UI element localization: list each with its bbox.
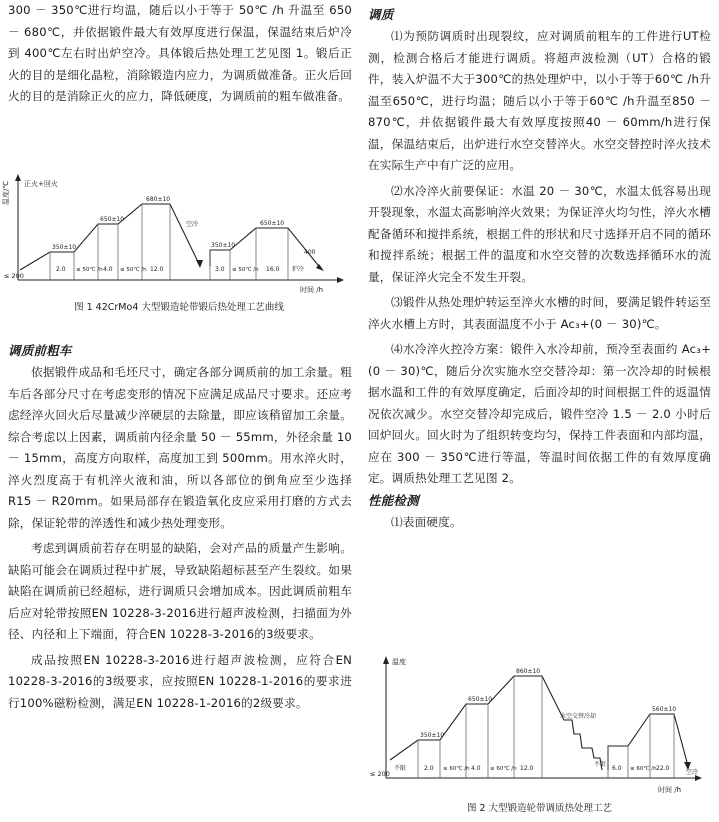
section-heading-quench: 调质 — [368, 7, 394, 22]
fig2-seg-8: ≤ 60℃ /h — [630, 766, 657, 772]
fig2-ylabel: 温度 — [392, 658, 406, 666]
paragraph-quench-1: ⑴为预防调质时出现裂纹，应对调质前粗车的工件进行UT检测，检测合格后才能进行调质。将超声波检测（UT）合格的锻件，装入炉温不大于300℃的热处理炉中，以小于等于60℃ /h升温至650℃，进行均温；随后以小于等于60℃ /h升温至850 － 870℃，并依据锻件最大有效厚度按照40 － 60mm/h进行保温，保温结束后，出炉进行水空交替淬火。水空交替控时淬火技术在实际生产中有广泛的应用。 — [368, 29, 711, 172]
fig2-seg-3: ≤ 60℃ /h — [443, 766, 470, 772]
paragraph-quench-2: ⑵水冷淬火前要保证：水温 20 － 30℃，水温太低容易出现开裂现象，水温太高影响淬火效果；为保证淬火均匀性，淬火水槽配备循环和搅拌系统，根据工件的形状和尺寸选择开启不同的循环和搅拌系统；根据工件的温度和水空交替的次数选择循环水的流量，保证淬火完全不发生开裂。 — [368, 183, 711, 284]
fig1-seg-2: ≤ 50℃ /h — [76, 267, 103, 273]
section-heading-performance: 性能检测 — [368, 492, 419, 508]
fig1-ylabel-top: 正火+回火 — [24, 180, 58, 188]
fig2-limit-note: 不限 — [594, 761, 607, 768]
fig1-origin: ≤ 200 — [4, 272, 24, 280]
fig2-water-note: 水空交替冷却 — [560, 713, 597, 720]
fig2-seg-7: 6.0 — [612, 765, 622, 772]
fig2-air-note: 空冷 — [686, 769, 699, 776]
figure-2 — [368, 650, 711, 816]
paragraph-rough-2: 考虑到调质前若存在明显的缺陷，会对产品的质量产生影响。缺陷可能会在调质过程中扩展，导致缺陷超标甚至产生裂纹。如果缺陷在调质前已经超标，进行调质只会增加成本。因此调质前粗车后应对轮带按照EN 10228-3-2016进行超声波检测，扫描面为外径、内径和上下端面，符合EN 10228-3-2016的3级要求。 — [8, 541, 352, 641]
fig1-temp-3: 680±10 — [146, 196, 171, 203]
fig1-temp-4: 350±10 — [211, 242, 236, 249]
fig2-temp-4: 560±10 — [652, 706, 677, 713]
fig2-xlabel: 时间 /h — [658, 786, 682, 794]
fig1-ylabel: 温度/℃ — [2, 180, 10, 205]
fig2-seg-9: 22.0 — [656, 765, 670, 772]
paragraph-hardness: ⑴表面硬度。 — [391, 514, 462, 529]
fig2-seg-1: 不限 — [394, 765, 407, 772]
fig1-temp-5: 650±10 — [260, 220, 285, 227]
left-column-lower — [8, 340, 352, 714]
fig1-temp-1: 350±10 — [52, 244, 77, 251]
fig2-seg-2: 2.0 — [424, 765, 434, 772]
fig1-seg-7: ≤ 50℃ /h — [232, 267, 259, 273]
figure-2-caption: 图 2 大型锻造轮带调质热处理工艺 — [466, 803, 613, 814]
fig1-seg-9: 炉冷 — [292, 266, 305, 273]
paragraph-rough-3: 成品按照EN 10228-3-2016进行超声波检测，应符合EN 10228-3-2016的3级要求，应按照EN 10228-1-2016的要求进行100%磁粉检测，满足EN 10228-1-2016的2级要求。 — [8, 652, 352, 710]
intro-paragraph: 300 － 350℃进行均温，随后以小于等于 50℃ /h 升温至 650 － 680℃，并依据锻件最大有效厚度进行保温，保温结束后炉冷到 400℃左右时出炉空冷。具体锻后热处理工艺见图 1。锻后正火的目的是细化晶粒，消除锻造内应力，为调质做准备。正火后回火的目的是消除正火的应力，降低硬度，为调质前的粗车做准备。 — [8, 3, 352, 103]
section-heading-rough-turning: 调质前粗车 — [8, 343, 72, 358]
fig1-xlabel: 时间 /h — [300, 286, 324, 294]
fig1-seg-8: 16.0 — [266, 266, 280, 273]
fig1-seg-5: 12.0 — [150, 266, 164, 273]
fig2-seg-5: ≤ 60℃ /h — [490, 766, 517, 772]
fig1-seg-3: 4.0 — [103, 266, 113, 273]
figure-1-caption: 图 1 42CrMo4 大型锻造轮带锻后热处理工艺曲线 — [74, 302, 284, 313]
figure-1 — [4, 170, 354, 315]
fig1-temp-2: 650±10 — [100, 216, 125, 223]
paragraph-quench-3: ⑶锻件从热处理炉转运至淬火水槽的时间，要满足锻件转运至淬火水槽上方时，其表面温度不小于 Ac₃+(0 － 30)℃。 — [368, 295, 711, 331]
fig1-seg-1: 2.0 — [56, 266, 66, 273]
fig2-seg-4: 4.0 — [471, 765, 481, 772]
figure-1-chart — [4, 170, 354, 295]
paragraph-rough-1: 依据锻件成品和毛坯尺寸，确定各部分调质前的加工余量。粗车后各部分尺寸在考虑变形的情况下应满足成品尺寸要求。还应考虑经淬火回火后尽量减少淬硬层的去除量，即应该稍留加工余量。综合考虑以上因素，调质前内径余量 50 － 55mm，外径余量 10 － 15mm，高度方向取样，高度加工到 500mm。用水淬火时，淬火烈度高于有机淬火液和油，所以各部位的倒角应至少选择 R15 － R20mm。如果局部存在锻造氧化皮应采用打磨的方式去除，保证轮带的淬透性和减少热处理变形。 — [8, 365, 352, 530]
fig2-temp-2: 650±10 — [468, 696, 493, 703]
fig1-temp-6: 400 — [304, 249, 316, 256]
fig2-seg-6: 12.0 — [520, 765, 534, 772]
fig2-origin: ≤ 200 — [370, 770, 390, 778]
fig2-temp-3: 860±10 — [516, 668, 541, 675]
fig2-temp-1: 350±10 — [420, 732, 445, 739]
figure-2-chart — [368, 650, 711, 800]
right-column — [368, 4, 711, 533]
left-column — [8, 0, 352, 108]
fig1-seg-6: 3.0 — [215, 266, 225, 273]
fig1-air-note: 空冷 — [186, 221, 199, 228]
paragraph-quench-4: ⑷水冷淬火控冷方案：锻件入水冷却前，预冷至表面约 Ac₃+(0 － 30)℃，随后分次实施水空交替冷却：第一次冷却的时候根据水温和工件的有效厚度确定，后面冷却的时间根据工件的返温情况依次减少。水空交替冷却完成后，锻件空冷 1.5 － 2.0 小时后回炉回火。回火时为了组织转变均匀，保持工件表面和内部均温，应在 300 － 350℃进行等温，等温时间依据工件的有效厚度确定。调质热处理工艺见图 2。 — [368, 342, 711, 485]
fig1-seg-4: ≤ 50℃ /h — [120, 267, 147, 273]
